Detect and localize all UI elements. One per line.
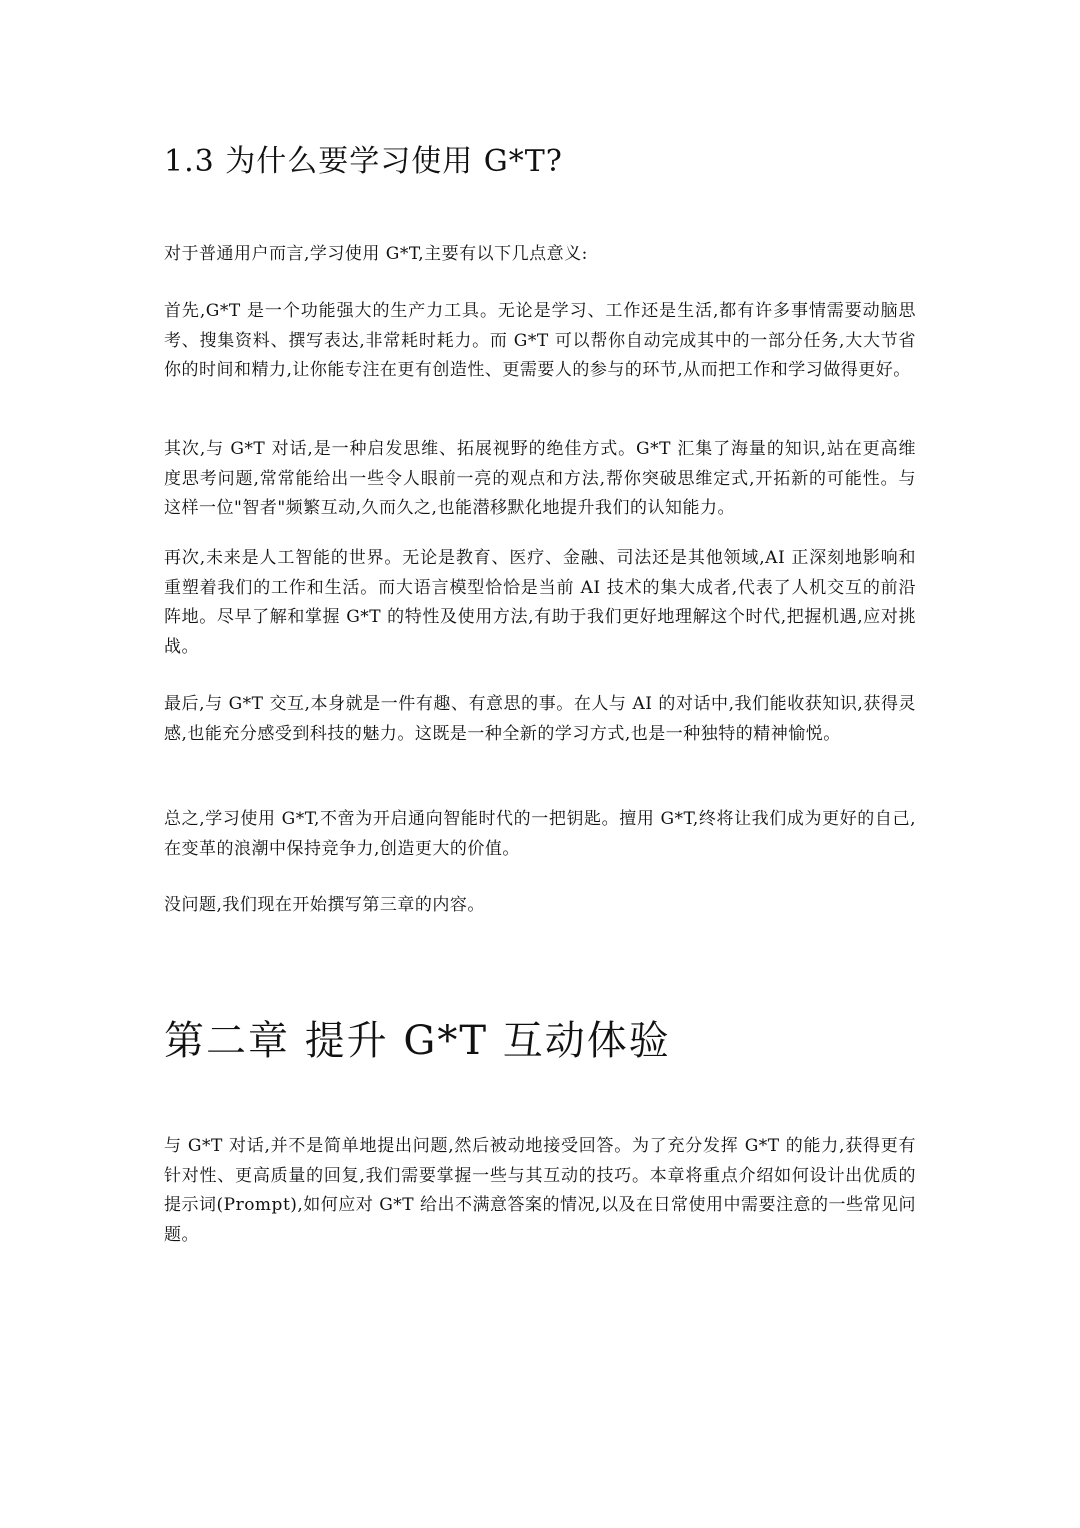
paragraph-first: 首先,G*T 是一个功能强大的生产力工具。无论是学习、工作还是生活,都有许多事情需要动脑思考、搜集资料、撰写表达,非常耗时耗力。而 G*T 可以帮你自动完成其中的一部分任务,大大节省你的时间和精力,让你能专注在更有创造性、更需要人的参与的环节,从而把工作和学习做得更好。 [164, 301, 916, 380]
intro-paragraph: 对于普通用户而言,学习使用 G*T,主要有以下几点意义: [164, 244, 588, 264]
paragraph-summary: 总之,学习使用 G*T,不啻为开启通向智能时代的一把钥匙。擅用 G*T,终将让我们成为更好的自己,在变革的浪潮中保持竞争力,创造更大的价值。 [164, 809, 916, 859]
paragraph-third: 再次,未来是人工智能的世界。无论是教育、医疗、金融、司法还是其他领域,AI 正深刻地影响和重塑着我们的工作和生活。而大语言模型恰恰是当前 AI 技术的集大成者,代表了人机交互的前沿阵地。尽早了解和掌握 G*T 的特性及使用方法,有助于我们更好地理解这个时代,把握机遇,应对挑战。 [164, 548, 916, 657]
section-heading: 1.3 为什么要学习使用 G*T? [164, 144, 563, 179]
paragraph-transition: 没问题,我们现在开始撰写第三章的内容。 [164, 895, 485, 915]
chapter-heading: 第二章 提升 G*T 互动体验 [164, 1018, 671, 1064]
paragraph-second: 其次,与 G*T 对话,是一种启发思维、拓展视野的绝佳方式。G*T 汇集了海量的知识,站在更高维度思考问题,常常能给出一些令人眼前一亮的观点和方法,帮你突破思维定式,开拓新的可能性。与这样一位"智者"频繁互动,久而久之,也能潜移默化地提升我们的认知能力。 [164, 439, 916, 518]
chapter-intro-paragraph: 与 G*T 对话,并不是简单地提出问题,然后被动地接受回答。为了充分发挥 G*T 的能力,获得更有针对性、更高质量的回复,我们需要掌握一些与其互动的技巧。本章将重点介绍如何设计出优质的提示词(Prompt),如何应对 G*T 给出不满意答案的情况,以及在日常使用中需要注意的一些常见问题。 [164, 1136, 916, 1245]
paragraph-fourth: 最后,与 G*T 交互,本身就是一件有趣、有意思的事。在人与 AI 的对话中,我们能收获知识,获得灵感,也能充分感受到科技的魅力。这既是一种全新的学习方式,也是一种独特的精神愉悦。 [164, 694, 916, 744]
